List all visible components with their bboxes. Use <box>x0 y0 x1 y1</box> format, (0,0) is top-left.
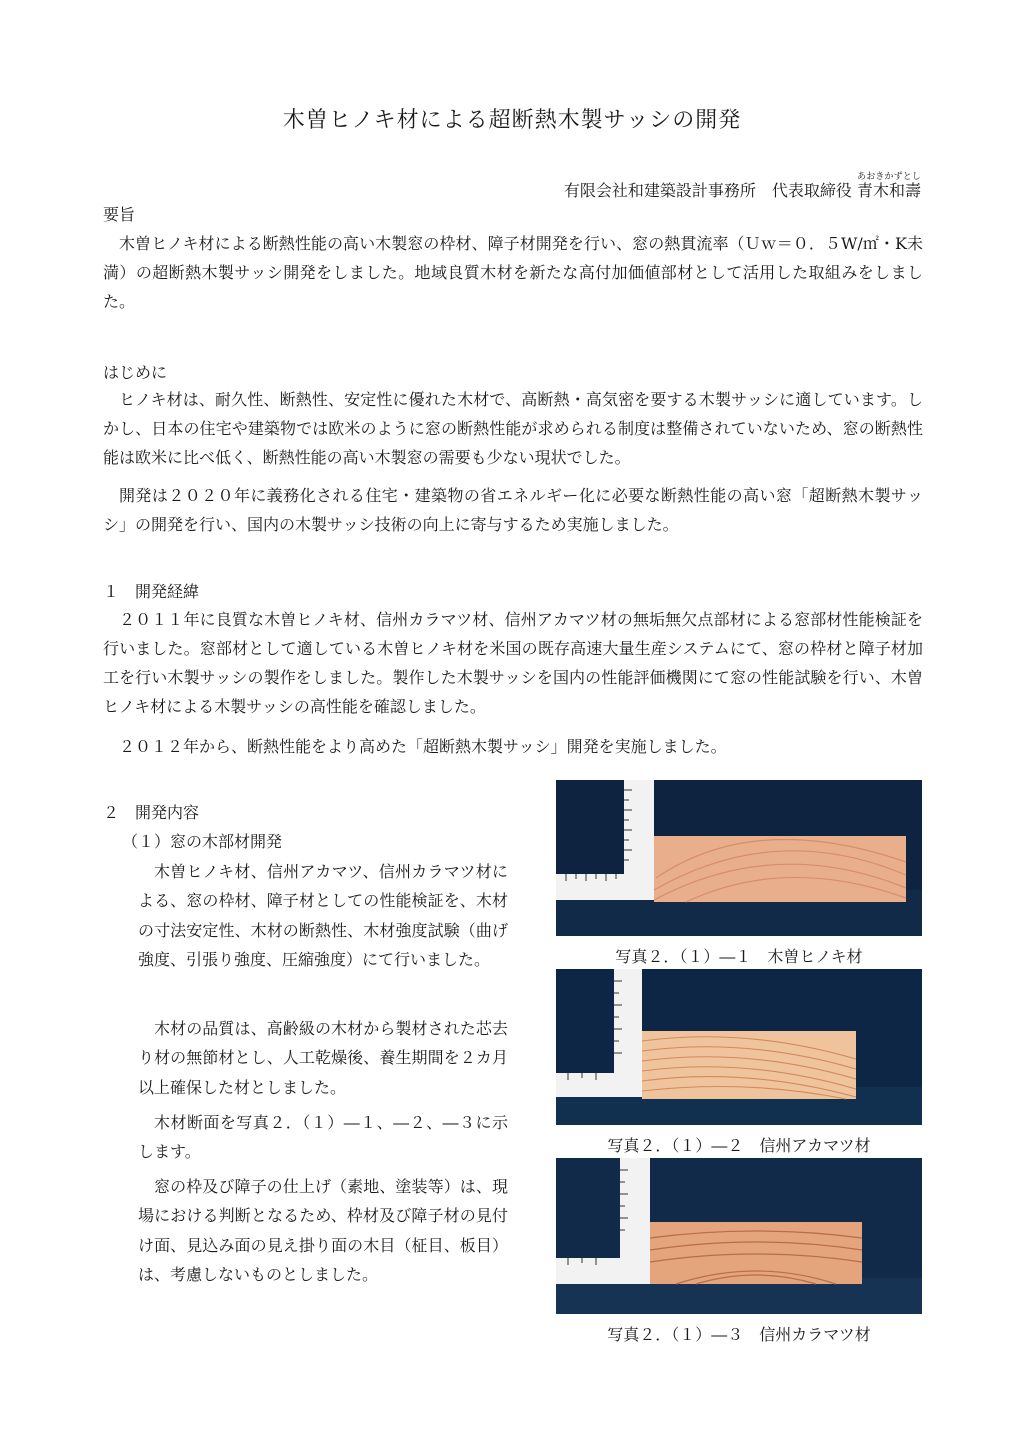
photo-3-image <box>556 1158 922 1314</box>
photo-1-image <box>556 780 922 936</box>
paper-title: 木曽ヒノキ材による超断熱木製サッシの開発 <box>282 108 742 133</box>
author-name-ruby: あおきかずとし <box>856 172 921 182</box>
section2-paragraph-3: 木材断面を写真２．（１）―１、―２、―３に示します。 <box>138 1113 508 1162</box>
section2-paragraph-2: 木材の品質は、高齢級の木材から製材された芯去り材の無節材とし、人工乾燥後、養生期間を２カ月以上確保した材としました。 <box>138 1019 508 1097</box>
abstract-text: 木曽ヒノキ材による断熱性能の高い木製窓の枠材、障子材開発を行い、窓の熱貫流率（Ｕｗ＝０．５W/㎡・K未満）の超断熱木製サッシ開発をしました。地域良質木材を新たな高付加価値部材として活用した取組みをしました。 <box>103 234 923 311</box>
section2-paragraph-4: 窓の枠及び障子の仕上げ（素地、塗装等）は、現場における判断となるため、枠材及び障子材の見付け面、見込み面の見え掛り面の木目（柾目、板目）は、考慮しないものとしました。 <box>138 1177 508 1284</box>
photo-2-caption: 写真２．（１）―２ 信州アカマツ材 <box>607 1136 871 1155</box>
section1-paragraph-2: ２０１２年から、断熱性能をより高めた「超断熱木製サッシ」開発を実施しました。 <box>119 737 727 756</box>
photo-3-caption: 写真２．（１）―３ 信州カラマツ材 <box>607 1325 871 1344</box>
author-affiliation: 有限会社和建築設計事務所 代表取締役 <box>563 181 852 200</box>
intro-paragraph-2: 開発は２０２０年に義務化される住宅・建築物の省エネルギー化に必要な断熱性能の高い窓「超断熱木製サッシ」の開発を行い、国内の木製サッシ技術の向上に寄与するため実施しました。 <box>103 486 923 534</box>
section2-heading: ２ 開発内容 <box>103 803 200 822</box>
section1-paragraph-1: ２０１１年に良質な木曽ヒノキ材、信州カラマツ材、信州アカマツ材の無垢無欠点部材による窓部材性能検証を行いました。窓部材として適している木曽ヒノキ材を米国の既存高速大量生産システムにて、窓の枠材と障子材加工を行い木製サッシの製作をしました。製作した木製サッシを国内の性能評価機関にて窓の性能試験を行い、木曽ヒノキ材による木製サッシの高性能を確認しました。 <box>103 610 923 716</box>
section2-subheading: （１）窓の木部材開発 <box>122 832 283 851</box>
section2-paragraph-1: 木曽ヒノキ材、信州アカマツ、信州カラマツ材による、窓の枠材、障子材としての性能検証を、木材の寸法安定性、木材の断熱性、木材強度試験（曲げ強度、引張り強度、圧縮強度）にて行いました。 <box>138 862 508 969</box>
intro-heading: はじめに <box>103 363 168 382</box>
photo-shinshu-karamatsu <box>556 1158 922 1314</box>
photo-shinshu-akamatsu <box>556 969 922 1125</box>
section1-heading: １ 開発経緯 <box>103 582 200 601</box>
author-line <box>564 172 921 201</box>
photo-1-caption: 写真２．（１）―１ 木曽ヒノキ材 <box>615 947 863 966</box>
intro-paragraph-1: ヒノキ材は、耐久性、断熱性、安定性に優れた木材で、高断熱・高気密を要する木製サッシに適しています。しかし、日本の住宅や建築物では欧米のように窓の断熱性能が求められる制度は整備されていないため、窓の断熱性能は欧米に比べ低く、断熱性能の高い木製窓の需要も少ない現状でした。 <box>103 390 923 467</box>
photo-kiso-hinoki <box>556 780 922 936</box>
author-name: 青木和壽あおきかずとし <box>856 172 921 200</box>
photo-2-image <box>556 969 922 1125</box>
abstract-heading: 要旨 <box>103 205 136 224</box>
